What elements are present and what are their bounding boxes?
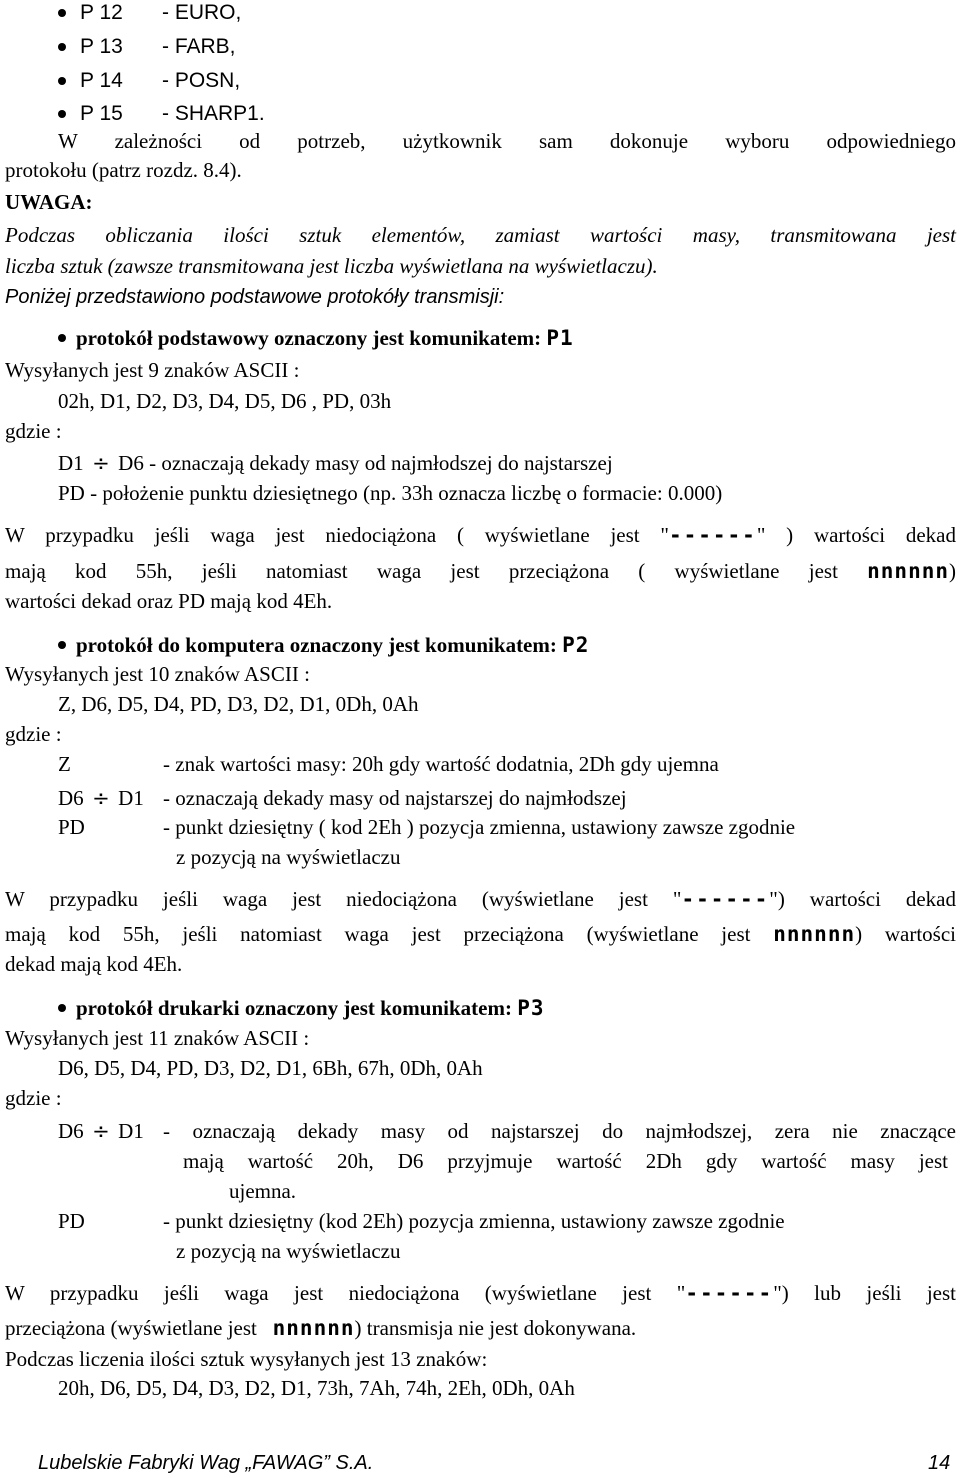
note-heading: UWAGA: bbox=[5, 190, 93, 214]
display-dashes: ------ bbox=[668, 523, 757, 547]
paragraph-text: ) bbox=[949, 559, 956, 583]
bullet-icon bbox=[58, 43, 66, 51]
paragraph-line bbox=[5, 1315, 636, 1341]
bullet-icon bbox=[58, 9, 66, 17]
intro-line: protokołu (patrz rozdz. 8.4). bbox=[5, 158, 242, 182]
bullet-icon bbox=[58, 1004, 66, 1012]
protocol-name: - EURO, bbox=[162, 1, 242, 24]
note-line: liczba sztuk (zawsze transmitowana jest liczba wyświetlana na wyświetlaczu). bbox=[5, 254, 658, 278]
byte-sequence: Z, D6, D5, D4, PD, D3, D2, D1, 0Dh, 0Ah bbox=[58, 692, 419, 716]
definition-label-start: D6 bbox=[58, 786, 84, 810]
byte-sequence: 20h, D6, D5, D4, D3, D2, D1, 73h, 7Ah, 74h, 2Eh, 0Dh, 0Ah bbox=[58, 1376, 575, 1400]
definition-pd: PD - położenie punktu dziesiętnego (np. 33h oznacza liczbę o formacie: 0.000) bbox=[58, 481, 723, 505]
definition-text: - punkt dziesiętny ( kod 2Eh ) pozycja zmienna, ustawiony zawsze zgodnie bbox=[163, 815, 796, 839]
definition-label: D1 bbox=[58, 451, 84, 475]
where-label: gdzie : bbox=[5, 419, 62, 443]
section-code: P2 bbox=[562, 633, 590, 657]
display-overload: nnnnnn bbox=[867, 559, 949, 583]
paragraph-line bbox=[5, 1280, 956, 1306]
definition-text: - oznaczają dekady masy od najstarszej do najmłodszej, zera nie znaczące bbox=[163, 1119, 956, 1143]
intro-line: W zależności od potrzeb, użytkownik sam dokonuje wyboru odpowiedniego bbox=[58, 129, 956, 153]
note-line: Podczas obliczania ilości sztuk elementów, zamiast wartości masy, transmitowana jest bbox=[5, 223, 956, 247]
paragraph-text: W przypadku jeśli waga jest niedociążona (wyświetlane jest " bbox=[5, 887, 682, 911]
bullet-icon bbox=[58, 334, 66, 342]
paragraph-line: Podczas liczenia ilości sztuk wysyłanych jest 13 znaków: bbox=[5, 1347, 488, 1371]
byte-sequence: D6, D5, D4, PD, D3, D2, D1, 6Bh, 67h, 0Dh, 0Ah bbox=[58, 1056, 483, 1080]
definition-label: PD bbox=[58, 1209, 85, 1233]
definition-text: - oznaczają dekady masy od najstarszej do najmłodszej bbox=[163, 786, 627, 810]
division-icon: ÷ bbox=[92, 1119, 110, 1143]
paragraph-line bbox=[5, 886, 956, 912]
section-title bbox=[76, 995, 545, 1021]
display-dashes: ------ bbox=[685, 1281, 774, 1305]
protocol-name: - POSN, bbox=[162, 69, 241, 92]
display-overload: nnnnnn bbox=[773, 922, 856, 946]
paragraph-text: mają kod 55h, jeśli natomiast waga jest przeciążona ( wyświetlane jest bbox=[5, 559, 838, 583]
paragraph-line bbox=[5, 558, 956, 584]
sent-count: Wysyłanych jest 9 znaków ASCII : bbox=[5, 358, 300, 382]
definition-text: mają wartość 20h, D6 przyjmuje wartość 2Dh gdy wartość masy jest bbox=[183, 1149, 948, 1173]
paragraph-line: wartości dekad oraz PD mają kod 4Eh. bbox=[5, 589, 333, 613]
sent-count: Wysyłanych jest 11 znaków ASCII : bbox=[5, 1026, 310, 1050]
protocol-code: P 15 bbox=[80, 102, 123, 125]
paragraph-line bbox=[5, 522, 956, 548]
definition-text: - znak wartości masy: 20h gdy wartość dodatnia, 2Dh gdy ujemna bbox=[163, 752, 719, 776]
section-code: P3 bbox=[517, 996, 545, 1020]
bullet-icon bbox=[58, 641, 66, 649]
definition-label bbox=[58, 1118, 144, 1144]
paragraph-text: przeciążona (wyświetlane jest bbox=[5, 1316, 257, 1340]
paragraph-text: ") wartości dekad bbox=[769, 887, 956, 911]
protocol-code: P 12 bbox=[80, 1, 123, 24]
definition-label bbox=[58, 785, 144, 811]
section-title-text: protokół podstawowy oznaczony jest komunikatem: bbox=[76, 326, 542, 350]
paragraph-line bbox=[5, 921, 956, 947]
definition-label: PD bbox=[58, 815, 85, 839]
byte-sequence: 02h, D1, D2, D3, D4, D5, D6 , PD, 03h bbox=[58, 389, 392, 413]
paragraph-text: W przypadku jeśli waga jest niedociążona ( wyświetlane jest " bbox=[5, 523, 669, 547]
definition-label-end: D1 bbox=[118, 786, 144, 810]
note-line: Poniżej przedstawiono podstawowe protokóły transmisji: bbox=[5, 286, 505, 308]
section-title bbox=[76, 325, 574, 351]
where-label: gdzie : bbox=[5, 1086, 62, 1110]
bullet-icon bbox=[58, 77, 66, 85]
protocol-name: - SHARP1. bbox=[162, 102, 265, 125]
bullet-icon bbox=[58, 110, 66, 118]
definition-text: z pozycją na wyświetlaczu bbox=[176, 845, 401, 869]
definition-label-end: D1 bbox=[118, 1119, 144, 1143]
display-dashes: ------ bbox=[681, 887, 770, 911]
protocol-code: P 14 bbox=[80, 69, 123, 92]
division-icon: ÷ bbox=[92, 786, 110, 810]
paragraph-text: mają kod 55h, jeśli natomiast waga jest przeciążona (wyświetlane jest bbox=[5, 922, 751, 946]
footer-company: Lubelskie Fabryki Wag „FAWAG” S.A. bbox=[38, 1452, 374, 1474]
protocol-name: - FARB, bbox=[162, 35, 236, 58]
definition-text: - punkt dziesiętny (kod 2Eh) pozycja zmienna, ustawiony zawsze zgodnie bbox=[163, 1209, 785, 1233]
section-title-text: protokół drukarki oznaczony jest komunikatem: bbox=[76, 996, 512, 1020]
footer-page-number: 14 bbox=[928, 1452, 951, 1474]
display-overload: nnnnnn bbox=[272, 1316, 355, 1340]
section-title bbox=[76, 632, 589, 658]
definition-label: Z bbox=[58, 752, 71, 776]
section-title-text: protokół do komputera oznaczony jest komunikatem: bbox=[76, 633, 557, 657]
section-code: P1 bbox=[546, 326, 574, 350]
definition-text: z pozycją na wyświetlaczu bbox=[176, 1239, 401, 1263]
division-icon: ÷ bbox=[92, 451, 110, 475]
paragraph-text: ) transmisja nie jest dokonywana. bbox=[354, 1316, 637, 1340]
sent-count: Wysyłanych jest 10 znaków ASCII : bbox=[5, 662, 310, 686]
definition-d1-d6 bbox=[58, 450, 613, 476]
definition-label-start: D6 bbox=[58, 1119, 84, 1143]
paragraph-text: ") lub jeśli jest bbox=[773, 1281, 957, 1305]
paragraph-text: " ) wartości dekad bbox=[756, 523, 956, 547]
paragraph-text: ) wartości bbox=[855, 922, 957, 946]
definition-text: ujemna. bbox=[229, 1179, 297, 1203]
where-label: gdzie : bbox=[5, 722, 62, 746]
definition-text: D6 - oznaczają dekady masy od najmłodszej do najstarszej bbox=[118, 451, 613, 475]
paragraph-line: dekad mają kod 4Eh. bbox=[5, 952, 183, 976]
paragraph-text: W przypadku jeśli waga jest niedociążona (wyświetlane jest " bbox=[5, 1281, 686, 1305]
protocol-code: P 13 bbox=[80, 35, 123, 58]
